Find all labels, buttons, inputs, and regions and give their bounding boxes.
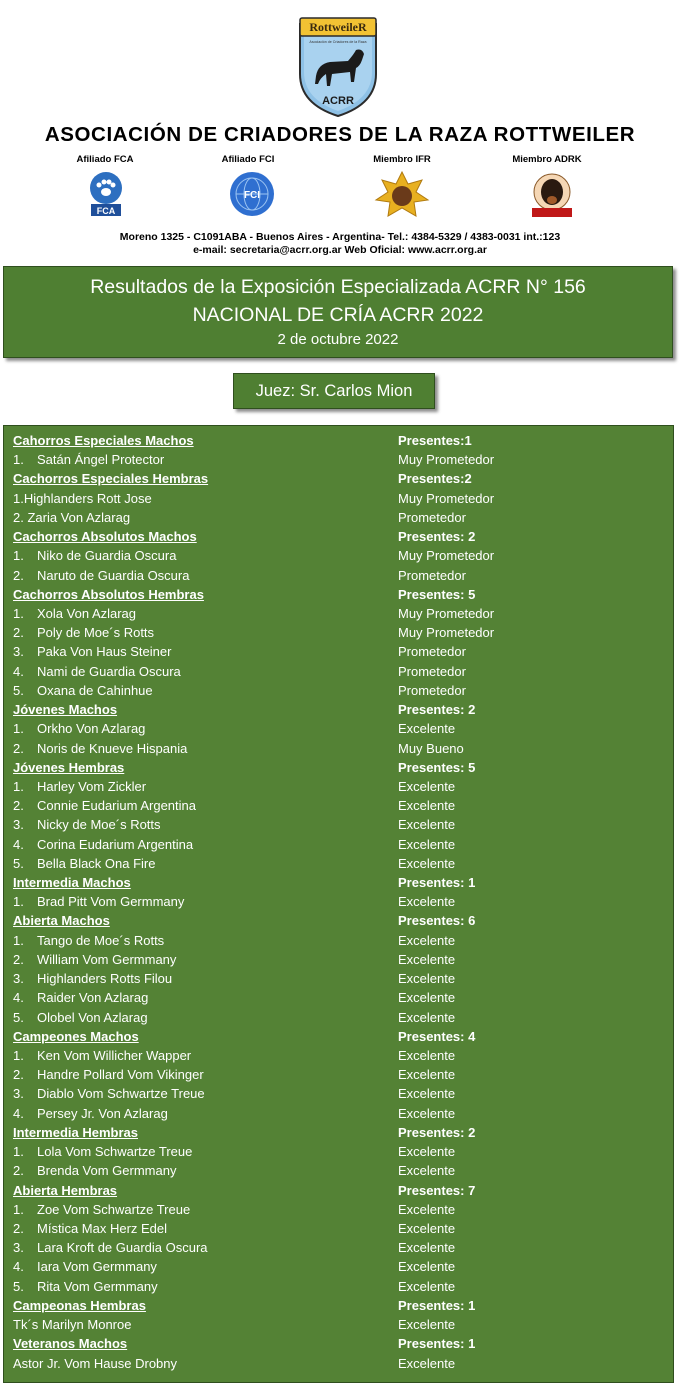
- result-row: [13, 450, 663, 469]
- grade: Prometedor: [398, 567, 466, 583]
- dog-name: Raider Von Azlarag: [37, 990, 149, 1006]
- dog-entry: [13, 719, 145, 738]
- placing-number: 1.: [13, 894, 24, 910]
- dog-entry: [13, 508, 130, 527]
- acrr-logo: [296, 16, 380, 118]
- entries-count: Presentes: 5: [398, 586, 476, 602]
- category-name: Cachorros Especiales Hembras: [13, 471, 209, 487]
- grade: Excelente: [398, 778, 456, 794]
- result-row: [13, 777, 663, 796]
- dog-entry: [13, 1219, 167, 1238]
- grade: Excelente: [398, 1067, 456, 1083]
- category-header-row: [13, 1296, 663, 1315]
- result-row: [13, 1354, 663, 1373]
- category-name: Abierta Hembras: [13, 1182, 118, 1198]
- result-row: [13, 1238, 663, 1257]
- result-row: [13, 1065, 663, 1084]
- result-row: [13, 681, 663, 700]
- dog-entry: [13, 950, 176, 969]
- grade: Prometedor: [398, 663, 466, 679]
- result-row: [13, 604, 663, 623]
- category-name: Cachorros Absolutos Machos: [13, 529, 197, 545]
- dog-entry: [13, 892, 184, 911]
- affiliation-label-ifr: Miembro IFR: [373, 154, 431, 165]
- entries-count: Presentes: 2: [398, 702, 476, 718]
- result-row: [13, 988, 663, 1007]
- event-subtitle: NACIONAL DE CRÍA ACRR 2022: [192, 304, 484, 326]
- placing-number: 2.: [13, 798, 24, 814]
- result-row: [13, 1315, 663, 1334]
- dog-entry: [13, 1200, 190, 1219]
- results-list: [13, 431, 663, 1373]
- entries-count: Presentes: 1: [398, 1297, 476, 1313]
- fca-logo-icon: [86, 170, 126, 225]
- category-header-row: [13, 585, 663, 604]
- dog-name: Satán Ángel Protector: [37, 452, 165, 468]
- dog-name: Connie Eudarium Argentina: [37, 798, 196, 814]
- dog-entry: [13, 854, 156, 873]
- placing-number: 2.: [13, 625, 24, 641]
- placing-number: 5.: [13, 682, 24, 698]
- event-title: Resultados de la Exposición Especializada ACRR N° 156: [90, 276, 586, 298]
- dog-entry: [13, 604, 136, 623]
- placing-number: 2.: [13, 1220, 24, 1236]
- dog-name: Oxana de Cahinhue: [37, 682, 153, 698]
- category-name: Intermedia Machos: [13, 875, 131, 891]
- entries-count: Presentes: 2: [398, 1124, 476, 1140]
- placing-number: 4.: [13, 663, 24, 679]
- dog-entry: [13, 1161, 176, 1180]
- dog-name: Rita Vom Germmany: [37, 1278, 158, 1294]
- result-row: [13, 854, 663, 873]
- category-name: Campeonas Hembras: [13, 1297, 146, 1313]
- dog-entry: [13, 815, 161, 834]
- dog-name: Poly de Moe´s Rotts: [37, 625, 155, 641]
- dog-entry: [13, 1142, 192, 1161]
- dog-entry: [13, 450, 164, 469]
- results-panel: [3, 425, 674, 1383]
- result-row: [13, 931, 663, 950]
- category-name: Cachorros Absolutos Hembras: [13, 586, 204, 602]
- dog-entry: [13, 681, 153, 700]
- dog-name: Harley Vom Zickler: [37, 778, 147, 794]
- dog-entry: [13, 988, 148, 1007]
- dog-name: Astor Jr. Vom Hause Drobny: [13, 1355, 178, 1371]
- result-row: [13, 1257, 663, 1276]
- category-header-row: [13, 469, 663, 488]
- category-name: Campeones Machos: [13, 1028, 139, 1044]
- placing-number: 2.: [13, 1163, 24, 1179]
- result-row: [13, 1104, 663, 1123]
- dog-entry: [13, 1354, 177, 1373]
- entries-count: Presentes:1: [398, 433, 472, 448]
- result-row: [13, 1219, 663, 1238]
- entries-count: Presentes: 1: [398, 875, 476, 891]
- grade: Excelente: [398, 1105, 456, 1121]
- dog-name: Lara Kroft de Guardia Oscura: [37, 1240, 208, 1256]
- dog-entry: [13, 566, 189, 585]
- dog-entry: [13, 1315, 131, 1334]
- dog-name: Zoe Vom Schwartze Treue: [37, 1201, 191, 1217]
- dog-entry: [13, 739, 187, 758]
- dog-name: Highlanders Rotts Filou: [37, 971, 173, 987]
- placing-number: 1.: [13, 605, 24, 621]
- grade: Excelente: [398, 894, 456, 910]
- placing-number: 3.: [13, 1240, 24, 1256]
- dog-entry: [13, 1065, 204, 1084]
- placing-number: 5.: [13, 1278, 24, 1294]
- entries-count: Presentes: 2: [398, 529, 476, 545]
- dog-entry: [13, 1008, 148, 1027]
- dog-name: Nami de Guardia Oscura: [37, 663, 181, 679]
- result-row: [13, 739, 663, 758]
- dog-name: Persey Jr. Von Azlarag: [37, 1105, 168, 1121]
- placing-number: 4.: [13, 990, 24, 1006]
- category-header-row: [13, 873, 663, 892]
- placing-number: 3.: [13, 817, 24, 833]
- category-header-row: [13, 431, 663, 450]
- dog-name: Orkho Von Azlarag: [37, 721, 146, 737]
- grade: Muy Prometedor: [398, 490, 495, 506]
- dog-name: Iara Vom Germmany: [37, 1259, 157, 1275]
- grade: Excelente: [398, 990, 456, 1006]
- rottweiler-shield-icon: [296, 16, 380, 118]
- placing-number: 4.: [13, 1105, 24, 1121]
- entries-count: Presentes: 5: [398, 759, 476, 775]
- dog-entry: [13, 1104, 168, 1123]
- dog-name: Noris de Knueve Hispania: [37, 740, 188, 756]
- dog-name: Nicky de Moe´s Rotts: [37, 817, 161, 833]
- grade: Excelente: [398, 1259, 456, 1275]
- dog-entry: [13, 1277, 158, 1296]
- dog-entry: [13, 969, 172, 988]
- placing-number: 1.: [13, 548, 24, 564]
- fci-logo-icon: [228, 170, 276, 223]
- dog-entry: [13, 796, 196, 815]
- grade: Prometedor: [398, 682, 466, 698]
- svg-text:FCI: FCI: [243, 190, 261, 201]
- dog-name: Lola Vom Schwartze Treue: [37, 1144, 193, 1160]
- placing-number: 3.: [13, 644, 24, 660]
- dog-name: Ken Vom Willicher Wapper: [37, 1048, 192, 1063]
- result-row: [13, 969, 663, 988]
- dog-entry: [13, 835, 193, 854]
- result-row: [13, 796, 663, 815]
- result-row: [13, 835, 663, 854]
- results-title-box: [3, 266, 673, 358]
- dog-entry: [13, 777, 146, 796]
- category-name: Abierta Machos: [13, 913, 110, 929]
- dog-name: Naruto de Guardia Oscura: [37, 567, 190, 583]
- result-row: [13, 489, 663, 508]
- dog-name: Diablo Vom Schwartze Treue: [37, 1086, 205, 1102]
- result-row: [13, 719, 663, 738]
- placing-number: 1.: [13, 1201, 24, 1217]
- grade: Excelente: [398, 1009, 456, 1025]
- placing-number: 1.: [13, 778, 24, 794]
- grade: Muy Prometedor: [398, 548, 495, 564]
- category-header-row: [13, 1334, 663, 1353]
- dog-name: Tango de Moe´s Rotts: [37, 932, 165, 948]
- placing-number: 4.: [13, 836, 24, 852]
- placing-number: 1.: [13, 721, 24, 737]
- category-header-row: [13, 1027, 663, 1046]
- dog-entry: [13, 489, 152, 508]
- dog-name: Paka Von Haus Steiner: [37, 644, 172, 660]
- category-name: Veteranos Machos: [13, 1336, 128, 1352]
- result-row: [13, 1200, 663, 1219]
- grade: Excelente: [398, 1201, 456, 1217]
- category-header-row: [13, 1181, 663, 1200]
- placing-number: 1.: [13, 932, 24, 948]
- grade: Excelente: [398, 1163, 456, 1179]
- entries-count: Presentes:2: [398, 471, 472, 487]
- placing-number: 2.: [13, 567, 24, 583]
- dog-entry: [13, 1257, 157, 1276]
- ifr-logo-icon: [374, 170, 430, 223]
- category-header-row: [13, 911, 663, 930]
- contact-line: e-mail: secretaria@acrr.org.ar Web Oficial: www.acrr.org.ar: [193, 244, 487, 256]
- result-row: [13, 950, 663, 969]
- entries-count: Presentes: 1: [398, 1336, 476, 1352]
- dog-name: Mística Max Herz Edel: [37, 1220, 168, 1236]
- affiliation-label-adrk: Miembro ADRK: [512, 154, 582, 165]
- category-name: Intermedia Hembras: [13, 1124, 138, 1140]
- judge-label: Juez: Sr. Carlos Mion: [233, 373, 435, 409]
- grade: Muy Prometedor: [398, 605, 495, 621]
- grade: Excelente: [398, 721, 456, 737]
- result-row: [13, 662, 663, 681]
- affiliation-label-fci: Afiliado FCI: [221, 154, 275, 165]
- affiliation-label-fca: Afiliado FCA: [76, 154, 134, 165]
- dog-entry: [13, 546, 176, 565]
- dog-entry: [13, 1084, 205, 1103]
- dog-name: Olobel Von Azlarag: [37, 1009, 148, 1025]
- category-header-row: [13, 1123, 663, 1142]
- svg-text:RottweileR: RottweileR: [309, 20, 367, 34]
- placing-number: 3.: [13, 971, 24, 987]
- svg-text:FCA: FCA: [96, 206, 116, 216]
- grade: Excelente: [398, 817, 456, 833]
- category-name: Cahorros Especiales Machos: [13, 433, 194, 448]
- result-row: [13, 642, 663, 661]
- entries-count: Presentes: 6: [398, 913, 476, 929]
- dog-entry: [13, 642, 171, 661]
- placing-number: 4.: [13, 1259, 24, 1275]
- address-line: Moreno 1325 - C1091ABA - Buenos Aires - Argentina- Tel.: 4384-5329 / 4383-0031 int.:123: [119, 231, 561, 243]
- category-header-row: [13, 700, 663, 719]
- svg-text:ACRR: ACRR: [322, 95, 354, 107]
- grade: Excelente: [398, 1144, 456, 1160]
- dog-name: Brad Pitt Vom Germmany: [37, 894, 185, 910]
- placing-number: 3.: [13, 1086, 24, 1102]
- placing-number: 2.: [13, 740, 24, 756]
- result-row: [13, 546, 663, 565]
- grade: Excelente: [398, 798, 456, 814]
- result-row: [13, 1084, 663, 1103]
- dog-entry: [13, 1046, 191, 1065]
- adrk-logo-icon: [526, 170, 578, 225]
- dog-entry: [13, 931, 164, 950]
- grade: Prometedor: [398, 509, 466, 525]
- result-row: [13, 1008, 663, 1027]
- dog-name: Handre Pollard Vom Vikinger: [37, 1067, 204, 1083]
- placing-number: 5.: [13, 855, 24, 871]
- result-row: [13, 1142, 663, 1161]
- result-row: [13, 815, 663, 834]
- result-row: [13, 566, 663, 585]
- result-row: [13, 623, 663, 642]
- entries-count: Presentes: 7: [398, 1182, 476, 1198]
- category-header-row: [13, 527, 663, 546]
- grade: Excelente: [398, 836, 456, 852]
- dog-name: Tk´s Marilyn Monroe: [13, 1317, 132, 1333]
- grade: Excelente: [398, 1086, 456, 1102]
- organization-name: ASOCIACIÓN DE CRIADORES DE LA RAZA ROTTWEILER: [44, 123, 636, 146]
- result-row: [13, 1277, 663, 1296]
- dog-entry: [13, 662, 181, 681]
- entries-count: Presentes: 4: [398, 1028, 476, 1044]
- dog-entry: [13, 1238, 208, 1257]
- dog-name: Xola Von Azlarag: [37, 605, 137, 621]
- grade: Excelente: [398, 1240, 456, 1256]
- dog-name: 2. Zaria Von Azlarag: [13, 509, 131, 525]
- grade: Excelente: [398, 1048, 456, 1063]
- grade: Excelente: [398, 1278, 456, 1294]
- placing-number: 1.: [13, 452, 24, 468]
- svg-text:Asociación de Criadores de la: Asociación de Criadores de la Raza: [309, 40, 367, 44]
- event-date: 2 de octubre 2022: [277, 331, 399, 348]
- grade: Muy Prometedor: [398, 625, 495, 641]
- dog-entry: [13, 623, 154, 642]
- grade: Muy Bueno: [398, 740, 464, 756]
- grade: Excelente: [398, 855, 456, 871]
- placing-number: 2.: [13, 951, 24, 967]
- placing-number: 2.: [13, 1067, 24, 1083]
- grade: Excelente: [398, 1317, 456, 1333]
- grade: Excelente: [398, 932, 456, 948]
- result-row: [13, 892, 663, 911]
- placing-number: 1.: [13, 1144, 24, 1160]
- category-name: Jóvenes Hembras: [13, 759, 125, 775]
- grade: Excelente: [398, 951, 456, 967]
- grade: Excelente: [398, 1220, 456, 1236]
- dog-name: Bella Black Ona Fire: [37, 855, 156, 871]
- result-row: [13, 1046, 663, 1065]
- dog-name: 1.Highlanders Rott Jose: [13, 490, 152, 506]
- grade: Prometedor: [398, 644, 466, 660]
- dog-name: Niko de Guardia Oscura: [37, 548, 177, 564]
- dog-name: William Vom Germmany: [37, 951, 177, 967]
- dog-name: Corina Eudarium Argentina: [37, 836, 194, 852]
- category-header-row: [13, 758, 663, 777]
- category-name: Jóvenes Machos: [13, 702, 118, 718]
- grade: Muy Prometedor: [398, 452, 495, 468]
- placing-number: 5.: [13, 1009, 24, 1025]
- result-row: [13, 508, 663, 527]
- dog-name: Brenda Vom Germmany: [37, 1163, 177, 1179]
- result-row: [13, 1161, 663, 1180]
- grade: Excelente: [398, 971, 456, 987]
- grade: Excelente: [398, 1355, 456, 1371]
- placing-number: 1.: [13, 1048, 24, 1063]
